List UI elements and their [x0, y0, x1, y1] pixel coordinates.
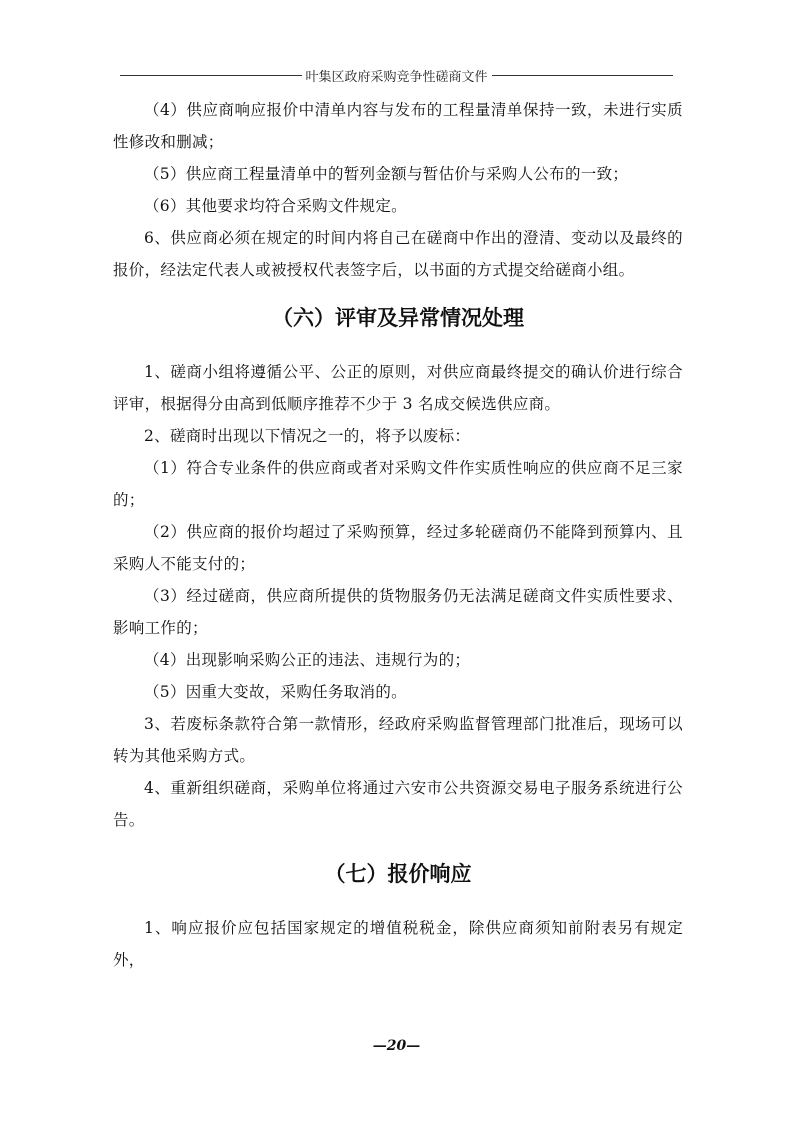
page-number: —20—: [372, 1038, 421, 1054]
paragraph: 2、磋商时出现以下情况之一的，将予以废标：: [144, 427, 471, 445]
paragraph: （5）供应商工程量清单中的暂列金额与暂估价与采购人公布的一致；: [144, 165, 629, 183]
paragraph: （4）出现影响采购公正的违法、违规行为的；: [144, 651, 471, 669]
paragraph: （1）符合专业条件的供应商或者对采购文件作实质性响应的供应商不足三家的；: [113, 459, 683, 509]
header-title: 叶集区政府采购竞争性磋商文件: [305, 70, 488, 85]
paragraph: 4、重新组织磋商，采购单位将通过六安市公共资源交易电子服务系统进行公告。: [113, 779, 683, 829]
paragraph: （3）经过磋商，供应商所提供的货物服务仍无法满足磋商文件实质性要求、影响工作的；: [113, 587, 683, 637]
section-heading-7: （七）报价响应: [324, 862, 472, 886]
paragraph: 1、响应报价应包括国家规定的增值税税金，除供应商须知前附表另有规定外，: [113, 919, 683, 969]
section-heading-6: （六）评审及异常情况处理: [272, 306, 524, 330]
paragraph: （4）供应商响应报价中清单内容与发布的工程量清单保持一致，未进行实质性修改和删减；: [113, 101, 683, 151]
paragraph: 6、供应商必须在规定的时间内将自己在磋商中作出的澄清、变动以及最终的报价，经法定代表人或被授权代表签字后，以书面的方式提交给磋商小组。: [113, 229, 683, 279]
paragraph: 1、磋商小组将遵循公平、公正的原则，对供应商最终提交的确认价进行综合评审，根据得分由高到低顺序推荐不少于 3 名成交候选供应商。: [113, 363, 683, 413]
header-rule-right: [492, 75, 674, 76]
paragraph: （6）其他要求均符合采购文件规定。: [144, 197, 407, 215]
page-header: [120, 66, 673, 85]
document-body: [113, 94, 683, 976]
paragraph: （5）因重大变故，采购任务取消的。: [144, 683, 407, 701]
paragraph: （2）供应商的报价均超过了采购预算，经过多轮磋商仍不能降到预算内、且采购人不能支付的；: [113, 523, 683, 573]
paragraph: 3、若废标条款符合第一款情形，经政府采购监督管理部门批准后，现场可以转为其他采购方式。: [113, 715, 683, 765]
header-rule-left: [120, 75, 302, 76]
